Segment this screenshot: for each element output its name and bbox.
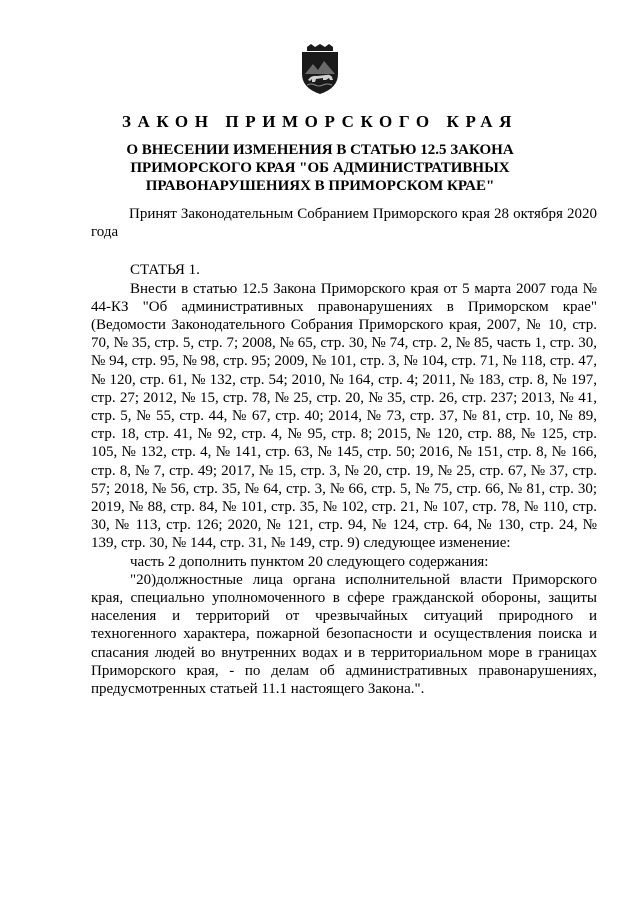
law-title: ЗАКОН ПРИМОРСКОГО КРАЯ xyxy=(121,112,519,131)
subtitle-line: ПРАВОНАРУШЕНИЯХ В ПРИМОРСКОМ КРАЕ" xyxy=(145,178,495,194)
subtitle-line: О ВНЕСЕНИИ ИЗМЕНЕНИЯ В СТАТЬЮ 12.5 ЗАКОНА xyxy=(126,142,514,158)
article-quote-paragraph: "20)должностные лица органа исполнительной власти Приморского края, специально уполномоченного в сфере гражданской обороны, защиты населения и территорий от чрезвычайных ситуаций природного и техногенного характера, пожарной безопасности и осуществления поиска и спасания людей во внутренних водах и в территориальном море в границах Приморского края, - по делам об административных правонарушениях, предусмотренных статьей 11.1 настоящего Закона.". xyxy=(91,571,597,698)
article-part-paragraph: часть 2 дополнить пунктом 20 следующего содержания: xyxy=(130,553,489,570)
law-subtitle xyxy=(60,141,580,195)
article-heading: СТАТЬЯ 1. xyxy=(130,262,200,279)
coat-of-arms-icon xyxy=(299,44,341,94)
article-main-paragraph: Внести в статью 12.5 Закона Приморского края от 5 марта 2007 года № 44-КЗ "Об административных правонарушениях в Приморском крае" (Ведомости Законодательного Собрания Приморского края, 2007, № 10, стр. 70, № 35, стр. 5, стр. 7; 2008, № 65, стр. 30, № 74, стр. 2, № 85, часть 1, стр. 30, № 94, стр. 95, № 98, стр. 95; 2009, № 101, стр. 3, № 104, стр. 71, № 118, стр. 47, № 120, стр. 61, № 132, стр. 54; 2010, № 164, стр. 4; 2011, № 183, стр. 8, № 197, стр. 27; 2012, № 15, стр. 78, № 25, стр. 20, № 35, стр. 26, стр. 237; 2013, № 41, стр. 5, № 55, стр. 44, № 67, стр. 40; 2014, № 73, стр. 37, № 81, стр. 10, № 89, стр. 18, стр. 41, № 92, стр. 4, № 95, стр. 8; 2015, № 120, стр. 88, № 125, стр. 105, № 132, стр. 4, № 141, стр. 63, № 145, стр. 50; 2016, № 151, стр. 8, № 166, стр. 8, № 7, стр. 49; 2017, № 15, стр. 3, № 20, стр. 19, № 25, стр. 67, № 37, стр. 57; 2018, № 56, стр. 35, № 64, стр. 3, № 66, стр. 5, № 75, стр. 66, № 81, стр. 30; 2019, № 88, стр. 84, № 101, стр. 35, № 102, стр. 21, № 107, стр. 78, № 110, стр. 30, № 113, стр. 126; 2020, № 121, стр. 94, № 124, стр. 64, № 130, стр. 24, № 139, стр. 30, № 144, стр. 31, № 149, стр. 9) следующее изменение: xyxy=(91,280,597,552)
adoption-note: Принят Законодательным Собранием Приморского края 28 октября 2020 года xyxy=(91,206,597,241)
subtitle-line: ПРИМОРСКОГО КРАЯ "ОБ АДМИНИСТРАТИВНЫХ xyxy=(130,160,510,176)
document-body xyxy=(91,205,597,698)
